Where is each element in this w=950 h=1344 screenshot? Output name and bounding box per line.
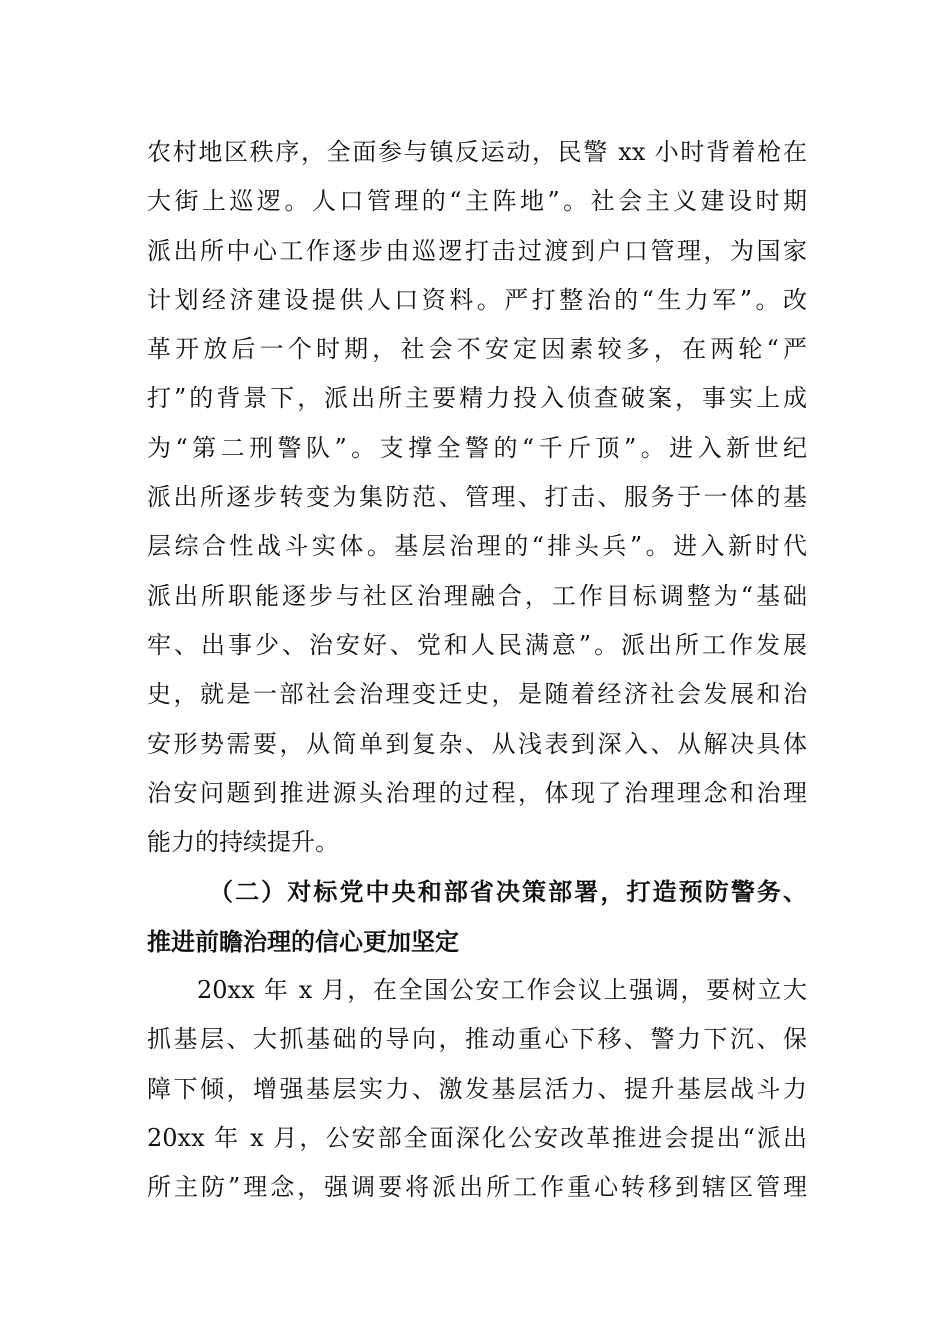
paragraph-line: 革开放后一个时期，社会不安定因素较多，在两轮“严 bbox=[147, 335, 807, 364]
paragraph-line: 治安问题到推进源头治理的过程，体现了治理理念和治理 bbox=[147, 778, 807, 807]
paragraph-line: 20xx 年 x 月，在全国公安工作会议上强调，要树立大 bbox=[197, 976, 807, 1005]
paragraph-line: 派出所逐步转变为集防范、管理、打击、服务于一体的基 bbox=[147, 483, 807, 512]
paragraph-line: 打”的背景下，派出所主要精力投入侦查破案，事实上成 bbox=[147, 384, 807, 413]
paragraph-line: 史，就是一部社会治理变迁史，是随着经济社会发展和治 bbox=[147, 680, 807, 709]
paragraph-line: 派出所中心工作逐步由巡逻打击过渡到户口管理，为国家 bbox=[147, 236, 807, 265]
section-heading-line: 推进前瞻治理的信心更加坚定 bbox=[147, 926, 459, 956]
paragraph-line: 障下倾，增强基层实力、激发基层活力、提升基层战斗力 bbox=[147, 1074, 807, 1103]
paragraph-line: 能力的持续提升。 bbox=[147, 828, 339, 857]
section-heading-line: （二）对标党中央和部省决策部署，打造预防警务、 bbox=[209, 877, 807, 907]
paragraph-line: 层综合性战斗实体。基层治理的“排头兵”。进入新时代 bbox=[147, 532, 807, 561]
paragraph-line: 所主防”理念，强调要将派出所工作重心转移到辖区管理 bbox=[147, 1173, 807, 1202]
paragraph-line: 派出所职能逐步与社区治理融合，工作目标调整为“基础 bbox=[147, 581, 807, 610]
paragraph-line: 为“第二刑警队”。支撑全警的“千斤顶”。进入新世纪 bbox=[147, 433, 807, 462]
paragraph-line: 农村地区秩序，全面参与镇反运动，民警 xx 小时背着枪在 bbox=[147, 138, 807, 166]
paragraph-line: 计划经济建设提供人口资料。严打整治的“生力军”。改 bbox=[147, 285, 807, 314]
paragraph-line: 20xx 年 x 月，公安部全面深化公安改革推进会提出“派出 bbox=[147, 1123, 807, 1152]
paragraph-line: 大街上巡逻。人口管理的“主阵地”。社会主义建设时期 bbox=[147, 187, 807, 216]
paragraph-line: 安形势需要，从简单到复杂、从浅表到深入、从解决具体 bbox=[147, 729, 807, 758]
paragraph-line: 牢、出事少、治安好、党和人民满意”。派出所工作发展 bbox=[147, 630, 807, 659]
document-body bbox=[147, 128, 807, 1213]
paragraph-line: 抓基层、大抓基础的导向，推动重心下移、警力下沉、保 bbox=[147, 1025, 807, 1054]
